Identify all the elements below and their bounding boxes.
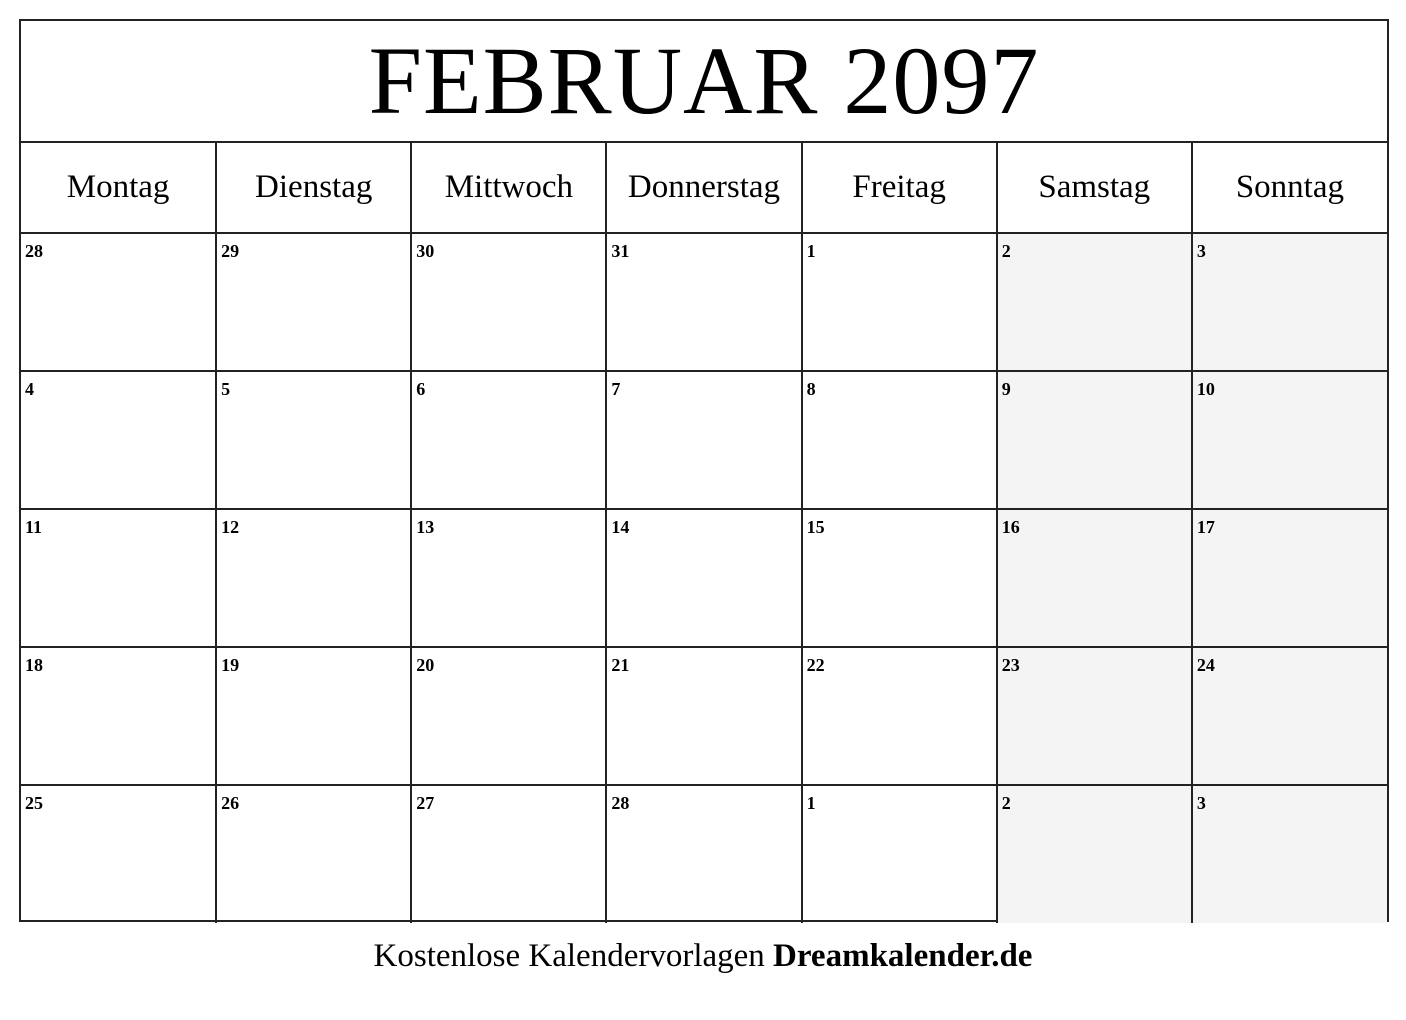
day-number: 2 (1001, 793, 1011, 813)
week-row (21, 647, 1387, 785)
day-number: 23 (1001, 655, 1020, 675)
day-cell (21, 647, 216, 785)
day-cell (21, 371, 216, 509)
day-number: 19 (221, 655, 240, 675)
weekday-wednesday: Mittwoch (411, 143, 606, 233)
day-number: 3 (1196, 793, 1206, 813)
day-number: 1 (806, 793, 816, 813)
day-cell (606, 233, 801, 371)
day-number: 6 (416, 379, 426, 399)
weekend-day-cell (997, 233, 1192, 371)
calendar-title: FEBRUAR 2097 (368, 27, 1040, 134)
day-cell (802, 233, 997, 371)
day-cell (21, 785, 216, 923)
day-number: 11 (25, 517, 43, 537)
weekday-sunday: Sonntag (1192, 143, 1387, 233)
week-row (21, 371, 1387, 509)
week-row (21, 785, 1387, 923)
day-cell (606, 647, 801, 785)
day-number: 22 (806, 655, 825, 675)
day-number: 28 (611, 793, 630, 813)
weekday-thursday: Donnerstag (606, 143, 801, 233)
day-cell (411, 647, 606, 785)
day-number: 9 (1001, 379, 1011, 399)
weekday-friday: Freitag (802, 143, 997, 233)
day-number: 12 (221, 517, 240, 537)
day-cell (216, 371, 411, 509)
day-number: 17 (1196, 517, 1215, 537)
day-number: 18 (25, 655, 43, 675)
day-number: 10 (1196, 379, 1215, 399)
day-cell (216, 647, 411, 785)
day-cell (606, 371, 801, 509)
day-cell (606, 785, 801, 923)
weekday-header-row (21, 143, 1387, 233)
footer (0, 938, 1406, 975)
day-number: 5 (221, 379, 231, 399)
weekend-day-cell (1192, 371, 1387, 509)
weekend-day-cell (1192, 233, 1387, 371)
day-cell (21, 509, 216, 647)
day-number: 30 (416, 241, 435, 261)
day-number: 29 (221, 241, 240, 261)
day-number: 8 (806, 379, 816, 399)
weekday-monday: Montag (21, 143, 216, 233)
day-number: 26 (221, 793, 240, 813)
weekend-day-cell (997, 509, 1192, 647)
weekend-day-cell (997, 371, 1192, 509)
day-cell (411, 371, 606, 509)
week-row (21, 233, 1387, 371)
calendar-grid (21, 143, 1387, 923)
weekend-day-cell (1192, 785, 1387, 923)
day-number: 27 (416, 793, 435, 813)
day-cell (802, 371, 997, 509)
day-cell (411, 785, 606, 923)
calendar (19, 19, 1389, 922)
weekend-day-cell (997, 785, 1192, 923)
day-number: 13 (416, 517, 435, 537)
day-number: 25 (25, 793, 43, 813)
day-number: 7 (611, 379, 621, 399)
week-row (21, 509, 1387, 647)
day-cell (411, 233, 606, 371)
day-cell (216, 509, 411, 647)
day-number: 31 (611, 241, 630, 261)
footer-brand: Dreamkalender.de (773, 938, 1033, 974)
day-cell (802, 509, 997, 647)
weekday-tuesday: Dienstag (216, 143, 411, 233)
day-number: 16 (1001, 517, 1020, 537)
day-number: 24 (1196, 655, 1215, 675)
weekday-saturday: Samstag (997, 143, 1192, 233)
day-cell (606, 509, 801, 647)
day-number: 2 (1001, 241, 1011, 261)
day-number: 1 (806, 241, 816, 261)
weekend-day-cell (1192, 647, 1387, 785)
day-cell (216, 785, 411, 923)
day-number: 14 (611, 517, 630, 537)
day-cell (411, 509, 606, 647)
day-number: 4 (25, 379, 34, 399)
footer-text: Kostenlose Kalendervorlagen (373, 938, 774, 974)
day-number: 3 (1196, 241, 1206, 261)
day-cell (802, 785, 997, 923)
day-number: 20 (416, 655, 435, 675)
day-cell (216, 233, 411, 371)
weekend-day-cell (1192, 509, 1387, 647)
calendar-header (21, 21, 1387, 143)
day-cell (21, 233, 216, 371)
day-number: 15 (806, 517, 825, 537)
weekend-day-cell (997, 647, 1192, 785)
day-number: 21 (611, 655, 630, 675)
day-cell (802, 647, 997, 785)
day-number: 28 (25, 241, 43, 261)
